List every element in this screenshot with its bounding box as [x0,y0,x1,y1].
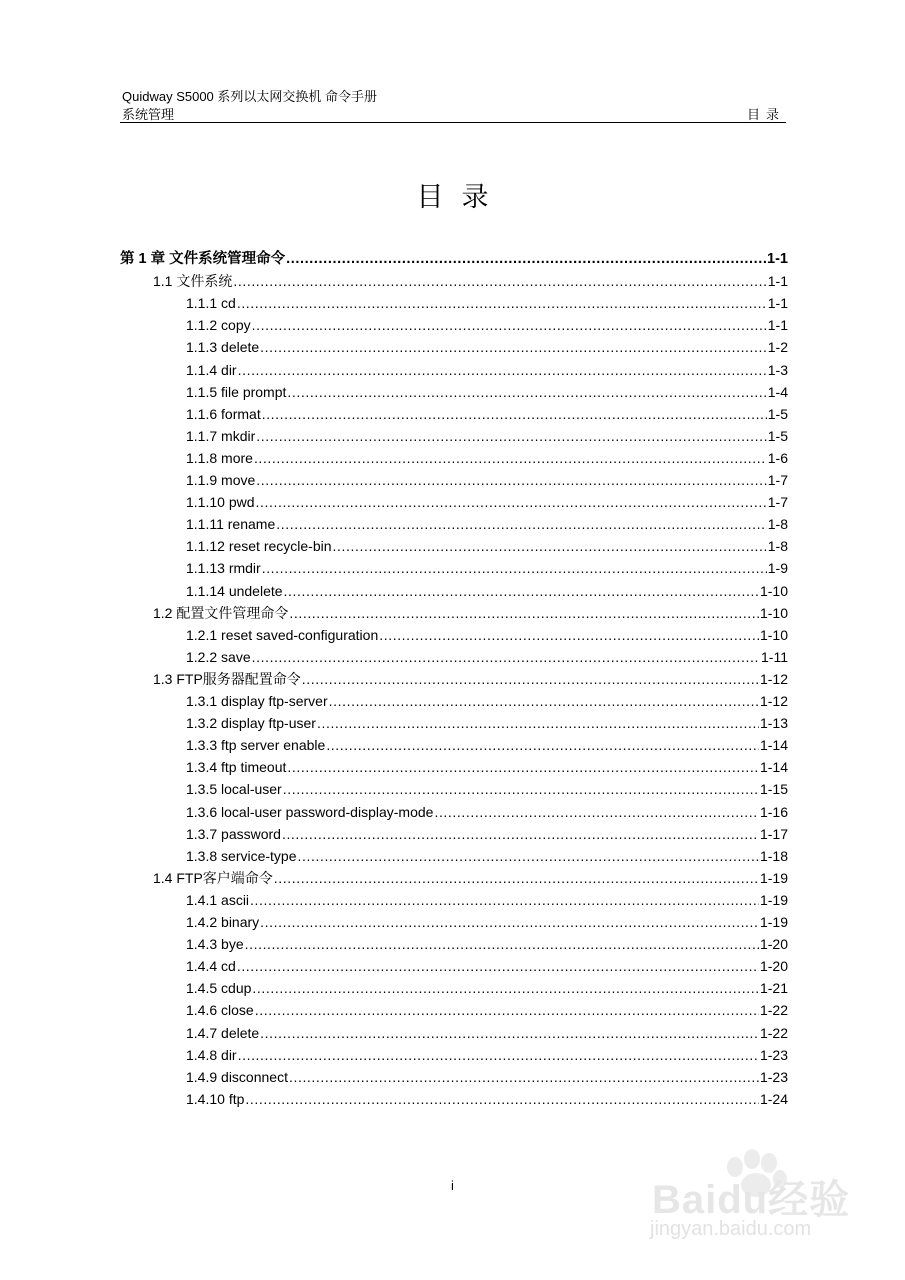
toc-entry[interactable] [186,889,788,911]
toc-entry[interactable] [186,1088,788,1110]
toc-dot-leader [282,823,759,845]
toc-entry[interactable] [186,513,788,535]
toc-entry-page: 1-18 [759,847,788,864]
toc-entry-label: 1.4.6 close [186,1002,254,1019]
toc-entry-page: 1-19 [759,869,788,886]
toc-entry[interactable] [186,314,788,336]
toc-entry-page: 1-14 [759,737,788,754]
toc-entry[interactable] [186,425,788,447]
toc-dot-leader [260,911,759,933]
toc-entry-label: 1.3.5 local-user [186,781,282,798]
toc-entry[interactable] [186,1044,788,1066]
toc-dot-leader [302,668,759,690]
toc-entry-label: 1.1.1 cd [186,295,236,312]
toc-entry-label: 1.1.8 more [186,449,253,466]
toc-entry[interactable] [186,469,788,491]
toc-entry[interactable] [186,999,788,1021]
toc-entry[interactable] [186,336,788,358]
toc-entry-label: 1.3.4 ftp timeout [186,759,287,776]
toc-entry[interactable] [186,933,788,955]
toc-entry-label: 1.2.2 save [186,648,251,665]
toc-entry[interactable] [186,955,788,977]
toc-entry[interactable] [186,734,788,756]
toc-dot-leader [237,955,759,977]
toc-entry-page: 1-16 [759,803,788,820]
toc-entry-label: 1.1.13 rmdir [186,560,261,577]
toc-entry-page: 1-7 [767,494,788,511]
toc-entry-page: 1-12 [759,670,788,687]
toc-entry-page: 1-2 [767,339,788,356]
toc-entry-label: 1.1.3 delete [186,339,260,356]
toc-dot-leader [256,425,767,447]
toc-entry-page: 1-1 [767,317,788,334]
toc-entry[interactable] [186,845,788,867]
toc-dot-leader [274,867,759,889]
toc-entry-label: 1.4.1 ascii [186,891,250,908]
toc-entry[interactable] [186,557,788,579]
toc-entry-label: 1.2.1 reset saved-configuration [186,626,379,643]
toc-dot-leader [237,292,767,314]
toc-entry[interactable] [186,801,788,823]
toc-dot-leader [287,381,766,403]
toc-entry-page: 1-3 [767,361,788,378]
toc-entry[interactable] [186,359,788,381]
toc-dot-leader [256,491,767,513]
toc-entry-label: 1.1.2 copy [186,317,251,334]
watermark-brand: Baidu经验 [652,1178,851,1222]
toc-entry-page: 1-19 [759,914,788,930]
toc-dot-leader [289,602,759,624]
toc-entry-label: 1.3.2 display ftp-user [186,715,316,732]
watermark-url: jingyan.baidu.com [650,1218,812,1240]
toc-entry[interactable] [186,646,788,668]
toc-dot-leader [284,580,759,602]
toc-entry-page: 1-22 [759,1024,788,1041]
toc-entry[interactable] [186,292,788,314]
toc-dot-leader [434,801,759,823]
header-manual-title: Quidway S5000 系列以太网交换机 命令手册 [122,89,378,104]
toc-dot-leader [283,778,759,800]
toc-entry-page: 1-10 [759,626,788,643]
toc-entry-page: 1-10 [759,604,788,621]
toc-entry-label: 1.4.4 cd [186,958,236,975]
toc-dot-leader [289,1066,759,1088]
toc-entry[interactable] [186,624,788,646]
toc-entry[interactable] [153,270,788,292]
toc-entry[interactable] [153,668,788,690]
toc-entry-page: 1-1 [767,273,788,290]
toc-entry-page: 1-24 [759,1090,788,1107]
toc-entry-label: 1.3.7 password [186,825,281,842]
toc-dot-leader [252,977,759,999]
toc-entry[interactable] [186,911,788,933]
toc-entry[interactable] [186,778,788,800]
toc-entry[interactable] [186,535,788,557]
toc-entry-label: 1.3.3 ftp server enable [186,737,326,754]
page-title: 目录 [416,182,507,212]
toc-entry-label: 1.1 文件系统 [153,273,233,290]
header-right-label: 目录 [746,107,785,122]
toc-entry-label: 1.1.5 file prompt [186,383,287,400]
toc-dot-leader [252,646,760,668]
toc-entry-label: 1.4.7 delete [186,1024,260,1041]
toc-entry-label: 1.4.9 disconnect [186,1068,288,1085]
toc-entry-label: 1.3.8 service-type [186,847,297,864]
toc-dot-leader [245,933,759,955]
toc-entry[interactable] [153,867,788,889]
toc-entry[interactable] [186,712,788,734]
toc-entry-page: 1-12 [759,693,788,709]
header-rule [120,122,786,123]
toc-entry[interactable] [186,381,788,403]
toc-entry-label: 1.1.12 reset recycle-bin [186,538,332,555]
toc-dot-leader [260,1022,759,1044]
toc-dot-leader [250,889,759,911]
toc-entry-page: 1-23 [759,1068,788,1085]
toc-entry-page: 1-14 [759,759,788,776]
toc-dot-leader [260,336,767,358]
toc-dot-leader [262,557,767,579]
toc-entry-page: 1-6 [767,449,788,466]
page-number: i [451,1178,454,1193]
toc-entry-page: 1-17 [759,825,788,842]
toc-entry-label: 1.3 FTP服务器配置命令 [153,670,301,687]
toc-entry-page: 1-1 [767,251,788,267]
toc-entry-label: 1.4 FTP客户端命令 [153,869,273,886]
toc-entry-label: 1.1.10 pwd [186,494,255,511]
toc-entry-page: 1-4 [767,383,788,400]
toc-dot-leader [262,403,767,425]
toc-entry-page: 1-19 [759,891,788,908]
toc-entry-page: 1-8 [767,538,788,555]
toc-entry[interactable] [153,602,788,624]
toc-entry-page: 1-20 [759,958,788,975]
toc-entry-label: 1.3.1 display ftp-server [186,693,328,709]
toc-dot-leader [329,690,759,712]
toc-entry-label: 1.3.6 local-user password-display-mode [186,803,434,820]
toc-entry-page: 1-8 [767,516,788,533]
toc-entry-label: 1.4.2 binary [186,914,260,930]
toc-dot-leader [379,624,759,646]
toc-dot-leader [317,712,759,734]
toc-dot-leader [326,734,759,756]
toc-entry-page: 1-10 [759,582,788,599]
toc-entry-label: 1.4.3 bye [186,936,244,953]
toc-entry-label: 1.1.11 rename [186,516,276,533]
toc-entry-page: 1-21 [759,980,788,997]
toc-entry-label: 1.1.14 undelete [186,582,283,599]
toc-entry[interactable] [186,756,788,778]
toc-dot-leader [254,447,767,469]
toc-entry-page: 1-9 [767,560,788,577]
toc-entry[interactable] [186,1066,788,1088]
toc-entry[interactable] [186,823,788,845]
toc-dot-leader [286,248,766,270]
toc-dot-leader [238,1044,759,1066]
toc-dot-leader [276,513,767,535]
toc-entry-page: 1-5 [767,427,788,444]
toc-entry-label: 1.1.4 dir [186,361,237,378]
toc-dot-leader [333,535,767,557]
toc-dot-leader [287,756,759,778]
toc-entry-page: 1-5 [767,405,788,422]
toc-entry[interactable] [186,447,788,469]
toc-entry-page: 1-1 [767,295,788,312]
toc-dot-leader [238,359,767,381]
toc-entry-page: 1-22 [759,1002,788,1019]
toc-entry-page: 1-7 [767,472,788,488]
toc-entry-page: 1-13 [759,715,788,732]
toc-entry[interactable] [186,403,788,425]
toc-entry-label: 1.1.9 move [186,472,256,488]
toc-dot-leader [298,845,759,867]
toc-dot-leader [252,314,767,336]
toc-entry-page: 1-20 [759,936,788,953]
toc-entry-label: 1.1.7 mkdir [186,427,256,444]
toc-dot-leader [256,469,767,491]
toc-entry-label: 1.4.8 dir [186,1046,237,1063]
toc-entry-label: 1.4.5 cdup [186,980,252,997]
toc-entry-page: 1-11 [761,648,788,665]
toc-dot-leader [233,270,766,292]
toc-entry[interactable] [120,248,788,270]
toc-entry[interactable] [186,690,788,712]
toc-entry-label: 第 1 章 文件系统管理命令 [120,251,286,267]
toc-entry[interactable] [186,977,788,999]
toc-entry-label: 1.1.6 format [186,405,261,422]
header-section: 系统管理 [122,107,175,122]
toc-entry[interactable] [186,580,788,602]
toc-entry-label: 1.2 配置文件管理命令 [153,604,289,621]
toc-entry[interactable] [186,1022,788,1044]
toc-dot-leader [245,1088,759,1110]
toc-entry[interactable] [186,491,788,513]
toc-entry-label: 1.4.10 ftp [186,1090,245,1107]
toc-dot-leader [255,999,759,1021]
toc-entry-page: 1-23 [759,1046,788,1063]
toc-entry-page: 1-15 [759,781,788,798]
